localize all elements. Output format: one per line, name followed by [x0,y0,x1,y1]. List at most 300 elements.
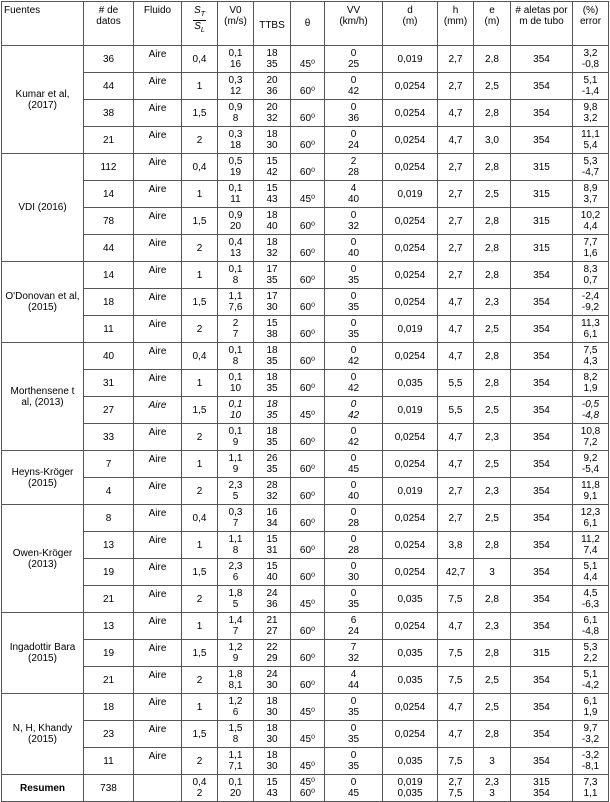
theta-cell: 60⁰ [291,154,325,181]
ratio-cell: 1 [182,73,218,100]
summary-e: 2,3 3 [474,775,511,802]
v0-cell: 0,1 8 [218,343,254,370]
n-datos-cell: 19 [84,640,134,667]
theta-cell: 60⁰ [291,127,325,154]
d-cell: 0,035 [383,667,438,694]
error-cell: 8,9 3,7 [573,181,609,208]
v0-cell: 0,3 12 [218,73,254,100]
error-cell: 10,8 7,2 [573,424,609,451]
tbs-cell: 18 35 [254,370,291,397]
d-cell: 0,035 [383,748,438,775]
aletas-cell: 354 [511,559,573,586]
theta-cell: 45⁰ [291,181,325,208]
ratio-cell: 0,4 [182,154,218,181]
tbs-cell: 18 30 [254,694,291,721]
v0-cell: 1,2 6 [218,694,254,721]
e-cell: 2,5 [474,397,511,424]
summary-vv: 0 45 [325,775,383,802]
d-cell: 0,0254 [383,262,438,289]
table-row [2,370,609,397]
aletas-cell: 315 [511,235,573,262]
n-datos-cell: 23 [84,721,134,748]
aletas-cell: 354 [511,73,573,100]
ratio-cell: 2 [182,667,218,694]
summary-ratio: 0,4 2 [182,775,218,802]
h-cell: 4,7 [438,424,474,451]
h-cell: 4,7 [438,100,474,127]
d-cell: 0,019 [383,181,438,208]
table-row [2,478,609,505]
e-cell: 2,3 [474,424,511,451]
tbs-cell: 28 32 [254,478,291,505]
table-row [2,46,609,73]
d-cell: 0,0254 [383,208,438,235]
ratio-cell: 1 [182,613,218,640]
h-cell: 42,7 [438,559,474,586]
source-cell: Heyns-Kröger (2015) [2,451,84,505]
theta-cell: 60⁰ [291,289,325,316]
source-cell: Ingadottir Bara (2015) [2,613,84,694]
table-row [2,73,609,100]
vv-cell: 0 42 [325,397,383,424]
error-cell: 6,1 -4,8 [573,613,609,640]
v0-cell: 0,3 18 [218,127,254,154]
ratio-cell: 2 [182,424,218,451]
aletas-cell: 354 [511,424,573,451]
d-cell: 0,0254 [383,424,438,451]
n-datos-cell: 19 [84,559,134,586]
tbs-cell: 18 30 [254,721,291,748]
aletas-cell: 354 [511,451,573,478]
tbs-cell: 22 29 [254,640,291,667]
error-cell: 10,2 4,4 [573,208,609,235]
ratio-cell: 1 [182,451,218,478]
table-row [2,397,609,424]
theta-cell: 60⁰ [291,667,325,694]
h-cell: 2,7 [438,208,474,235]
vv-cell: 0 42 [325,370,383,397]
table-row [2,694,609,721]
error-cell: 5,3 -4,7 [573,154,609,181]
table-row [2,181,609,208]
fluido-cell: Aire [134,100,182,127]
theta-cell: 60⁰ [291,451,325,478]
h-cell: 2,7 [438,181,474,208]
vv-cell: 0 28 [325,505,383,532]
header-theta: θ [291,2,325,46]
table-row [2,316,609,343]
h-cell: 2,7 [438,73,474,100]
v0-cell: 2 7 [218,316,254,343]
summary-row [2,775,609,802]
fluido-cell: Aire [134,424,182,451]
aletas-cell: 354 [511,343,573,370]
aletas-cell: 354 [511,667,573,694]
summary-fluid [134,775,182,802]
tbs-cell: 18 35 [254,343,291,370]
d-cell: 0,0254 [383,100,438,127]
n-datos-cell: 31 [84,370,134,397]
summary-theta: 45⁰ 60⁰ [291,775,325,802]
table-row [2,424,609,451]
vv-cell: 0 32 [325,208,383,235]
fluido-cell: Aire [134,343,182,370]
ratio-cell: 1,5 [182,640,218,667]
theta-cell: 45⁰ [291,748,325,775]
error-cell: 3,2 -0,8 [573,46,609,73]
ratio-cell: 1 [182,262,218,289]
d-cell: 0,019 [383,478,438,505]
error-cell: 8,3 0,7 [573,262,609,289]
e-cell: 2,8 [474,100,511,127]
header-ratio: $\frac{S_T}{S_L}$ [182,2,218,46]
h-cell: 4,7 [438,613,474,640]
theta-cell: 60⁰ [291,640,325,667]
summary-d: 0,019 0,035 [383,775,438,802]
tbs-cell: 15 31 [254,532,291,559]
theta-cell: 60⁰ [291,478,325,505]
d-cell: 0,0254 [383,343,438,370]
fluido-cell: Aire [134,694,182,721]
e-cell: 2,8 [474,586,511,613]
tbs-cell: 18 30 [254,127,291,154]
n-datos-cell: 13 [84,613,134,640]
tbs-cell: 20 32 [254,100,291,127]
h-cell: 2,7 [438,46,474,73]
theta-cell: 60⁰ [291,262,325,289]
aletas-cell: 354 [511,721,573,748]
e-cell: 2,3 [474,613,511,640]
table-row [2,667,609,694]
source-cell: Owen-Kröger (2013) [2,505,84,613]
table-row [2,613,609,640]
ratio-cell: 0,4 [182,343,218,370]
h-cell: 2,7 [438,505,474,532]
e-cell: 2,8 [474,208,511,235]
n-datos-cell: 7 [84,451,134,478]
header-fuentes: Fuentes [2,2,84,46]
ratio-cell: 2 [182,316,218,343]
tbs-cell: 18 32 [254,235,291,262]
ratio-cell: 1 [182,694,218,721]
n-datos-cell: 21 [84,667,134,694]
h-cell: 4,7 [438,316,474,343]
n-datos-cell: 38 [84,100,134,127]
vv-cell: 0 35 [325,694,383,721]
e-cell: 2,8 [474,721,511,748]
error-cell: 11,3 6,1 [573,316,609,343]
vv-cell: 0 42 [325,424,383,451]
ratio-cell: 2 [182,235,218,262]
vv-cell: 0 45 [325,451,383,478]
d-cell: 0,0254 [383,505,438,532]
ratio-cell: 1 [182,181,218,208]
d-cell: 0,035 [383,370,438,397]
header-vv: VV (km/h) [325,2,383,46]
fluido-cell: Aire [134,397,182,424]
e-cell: 2,5 [474,667,511,694]
tbs-cell: 18 35 [254,424,291,451]
header-e: e (m) [474,2,511,46]
e-cell: 2,8 [474,46,511,73]
h-cell: 4,7 [438,451,474,478]
table-row [2,343,609,370]
d-cell: 0,0254 [383,127,438,154]
e-cell: 2,8 [474,235,511,262]
aletas-cell: 354 [511,46,573,73]
aletas-cell: 354 [511,694,573,721]
n-datos-cell: 44 [84,235,134,262]
h-cell: 4,7 [438,289,474,316]
fluido-cell: Aire [134,262,182,289]
aletas-cell: 354 [511,748,573,775]
source-cell: Morthensene t al, (2013) [2,343,84,451]
e-cell: 2,8 [474,370,511,397]
v0-cell: 0,5 19 [218,154,254,181]
tbs-cell: 18 35 [254,397,291,424]
ratio-cell: 2 [182,478,218,505]
n-datos-cell: 36 [84,46,134,73]
v0-cell: 0,4 13 [218,235,254,262]
header-row [2,2,609,46]
fluido-cell: Aire [134,478,182,505]
aletas-cell: 354 [511,100,573,127]
ratio-cell: 1,5 [182,559,218,586]
fluido-cell: Aire [134,667,182,694]
vv-cell: 0 42 [325,343,383,370]
theta-cell: 60⁰ [291,208,325,235]
n-datos-cell: 11 [84,316,134,343]
source-cell: N, H, Khandy (2015) [2,694,84,775]
error-cell: 5,1 -1,4 [573,73,609,100]
fluido-cell: Aire [134,208,182,235]
v0-cell: 2,3 5 [218,478,254,505]
aletas-cell: 354 [511,370,573,397]
aletas-cell: 354 [511,613,573,640]
table-row [2,451,609,478]
ratio-cell: 0,4 [182,46,218,73]
d-cell: 0,019 [383,316,438,343]
header-error: (%) error [573,2,609,46]
error-cell: -2,4 -9,2 [573,289,609,316]
h-cell: 4,7 [438,694,474,721]
theta-cell: 45⁰ [291,694,325,721]
tbs-cell: 24 30 [254,667,291,694]
fluido-cell: Aire [134,559,182,586]
error-cell: 5,1 -4,2 [573,667,609,694]
aletas-cell: 354 [511,127,573,154]
error-cell: 7,5 4,3 [573,343,609,370]
table-row [2,235,609,262]
error-cell: 9,7 -3,2 [573,721,609,748]
h-cell: 4,7 [438,343,474,370]
error-cell: 11,8 9,1 [573,478,609,505]
tbs-cell: 21 27 [254,613,291,640]
n-datos-cell: 18 [84,289,134,316]
fluido-cell: Aire [134,451,182,478]
v0-cell: 1,4 7 [218,613,254,640]
d-cell: 0,0254 [383,73,438,100]
tbs-cell: 17 35 [254,262,291,289]
error-cell: 9,8 3,2 [573,100,609,127]
vv-cell: 0 35 [325,289,383,316]
summary-aletas: 315 354 [511,775,573,802]
v0-cell: 1,1 7,1 [218,748,254,775]
n-datos-cell: 33 [84,424,134,451]
source-cell: Kumar et al, (2017) [2,46,84,154]
e-cell: 2,5 [474,451,511,478]
n-datos-cell: 14 [84,181,134,208]
theta-cell: 60⁰ [291,235,325,262]
n-datos-cell: 44 [84,73,134,100]
d-cell: 0,035 [383,586,438,613]
aletas-cell: 354 [511,397,573,424]
vv-cell: 0 25 [325,46,383,73]
fluido-cell: Aire [134,613,182,640]
table-row [2,748,609,775]
table-row [2,289,609,316]
theta-cell: 60⁰ [291,532,325,559]
h-cell: 7,5 [438,586,474,613]
tbs-cell: 17 30 [254,289,291,316]
error-cell: 7,7 1,6 [573,235,609,262]
d-cell: 0,0254 [383,451,438,478]
summary-v0: 0,1 20 [218,775,254,802]
v0-cell: 0,1 11 [218,181,254,208]
theta-cell: 60⁰ [291,73,325,100]
aletas-cell: 354 [511,478,573,505]
d-cell: 0,0254 [383,154,438,181]
ratio-cell: 1,5 [182,397,218,424]
table-row [2,640,609,667]
vv-cell: 2 28 [325,154,383,181]
vv-cell: 0 40 [325,235,383,262]
e-cell: 2,5 [474,505,511,532]
e-cell: 2,8 [474,640,511,667]
summary-h: 2,7 7,5 [438,775,474,802]
ratio-cell: 1 [182,370,218,397]
table-row [2,154,609,181]
ratio-cell: 0,4 [182,505,218,532]
n-datos-cell: 13 [84,532,134,559]
theta-cell: 45⁰ [291,721,325,748]
ratio-cell: 2 [182,586,218,613]
h-cell: 5,5 [438,370,474,397]
error-cell: -3,2 -8,1 [573,748,609,775]
table-row [2,586,609,613]
v0-cell: 1,8 8,1 [218,667,254,694]
h-cell: 5,5 [438,397,474,424]
fluido-cell: Aire [134,235,182,262]
theta-cell: 60⁰ [291,424,325,451]
vv-cell: 0 35 [325,316,383,343]
d-cell: 0,0254 [383,532,438,559]
fluido-cell: Aire [134,46,182,73]
n-datos-cell: 27 [84,397,134,424]
d-cell: 0,0254 [383,235,438,262]
table-row [2,532,609,559]
header-fluido: Fluido [134,2,182,46]
theta-cell: 60⁰ [291,343,325,370]
error-cell: 5,1 4,4 [573,559,609,586]
vv-cell: 0 36 [325,100,383,127]
ratio-cell: 2 [182,127,218,154]
e-cell: 3,0 [474,127,511,154]
n-datos-cell: 8 [84,505,134,532]
d-cell: 0,0254 [383,289,438,316]
ratio-cell: 1 [182,532,218,559]
aletas-cell: 354 [511,532,573,559]
fluido-cell: Aire [134,73,182,100]
h-cell: 4,7 [438,127,474,154]
fluido-cell: Aire [134,640,182,667]
e-cell: 2,8 [474,154,511,181]
vv-cell: 0 35 [325,721,383,748]
aletas-cell: 315 [511,154,573,181]
aletas-cell: 315 [511,640,573,667]
summary-tbs: 15 43 [254,775,291,802]
summary-label: Resumen [2,775,84,802]
e-cell: 2,5 [474,316,511,343]
header-h: h (mm) [438,2,474,46]
theta-cell: 60⁰ [291,370,325,397]
e-cell: 3 [474,559,511,586]
d-cell: 0,035 [383,640,438,667]
vv-cell: 0 40 [325,478,383,505]
tbs-cell: 20 36 [254,73,291,100]
n-datos-cell: 21 [84,127,134,154]
v0-cell: 1,1 7,6 [218,289,254,316]
e-cell: 2,8 [474,532,511,559]
tbs-cell: 16 34 [254,505,291,532]
e-cell: 2,3 [474,289,511,316]
fluido-cell: Aire [134,370,182,397]
ratio-cell: 1,5 [182,289,218,316]
tbs-cell: 24 36 [254,586,291,613]
fluido-cell: Aire [134,586,182,613]
n-datos-cell: 11 [84,748,134,775]
fluido-cell: Aire [134,532,182,559]
e-cell: 2,5 [474,694,511,721]
error-cell: 4,5 -6,3 [573,586,609,613]
summary-err: 7,3 1,1 [573,775,609,802]
v0-cell: 0,1 10 [218,370,254,397]
h-cell: 7,5 [438,640,474,667]
n-datos-cell: 14 [84,262,134,289]
vv-cell: 0 30 [325,559,383,586]
v0-cell: 0,1 8 [218,262,254,289]
ratio-cell: 1,5 [182,208,218,235]
error-cell: 11,2 7,4 [573,532,609,559]
aletas-cell: 315 [511,181,573,208]
d-cell: 0,019 [383,397,438,424]
ratio-cell: 1,5 [182,100,218,127]
fluido-cell: Aire [134,505,182,532]
fluido-cell: Aire [134,127,182,154]
v0-cell: 0,1 9 [218,424,254,451]
error-cell: -0,5 -4,8 [573,397,609,424]
h-cell: 3,8 [438,532,474,559]
n-datos-cell: 112 [84,154,134,181]
v0-cell: 2,3 6 [218,559,254,586]
v0-cell: 0,9 20 [218,208,254,235]
tbs-cell: 18 30 [254,748,291,775]
table-row [2,208,609,235]
vv-cell: 6 24 [325,613,383,640]
tbs-cell: 15 43 [254,181,291,208]
h-cell: 2,7 [438,262,474,289]
v0-cell: 0,1 16 [218,46,254,73]
